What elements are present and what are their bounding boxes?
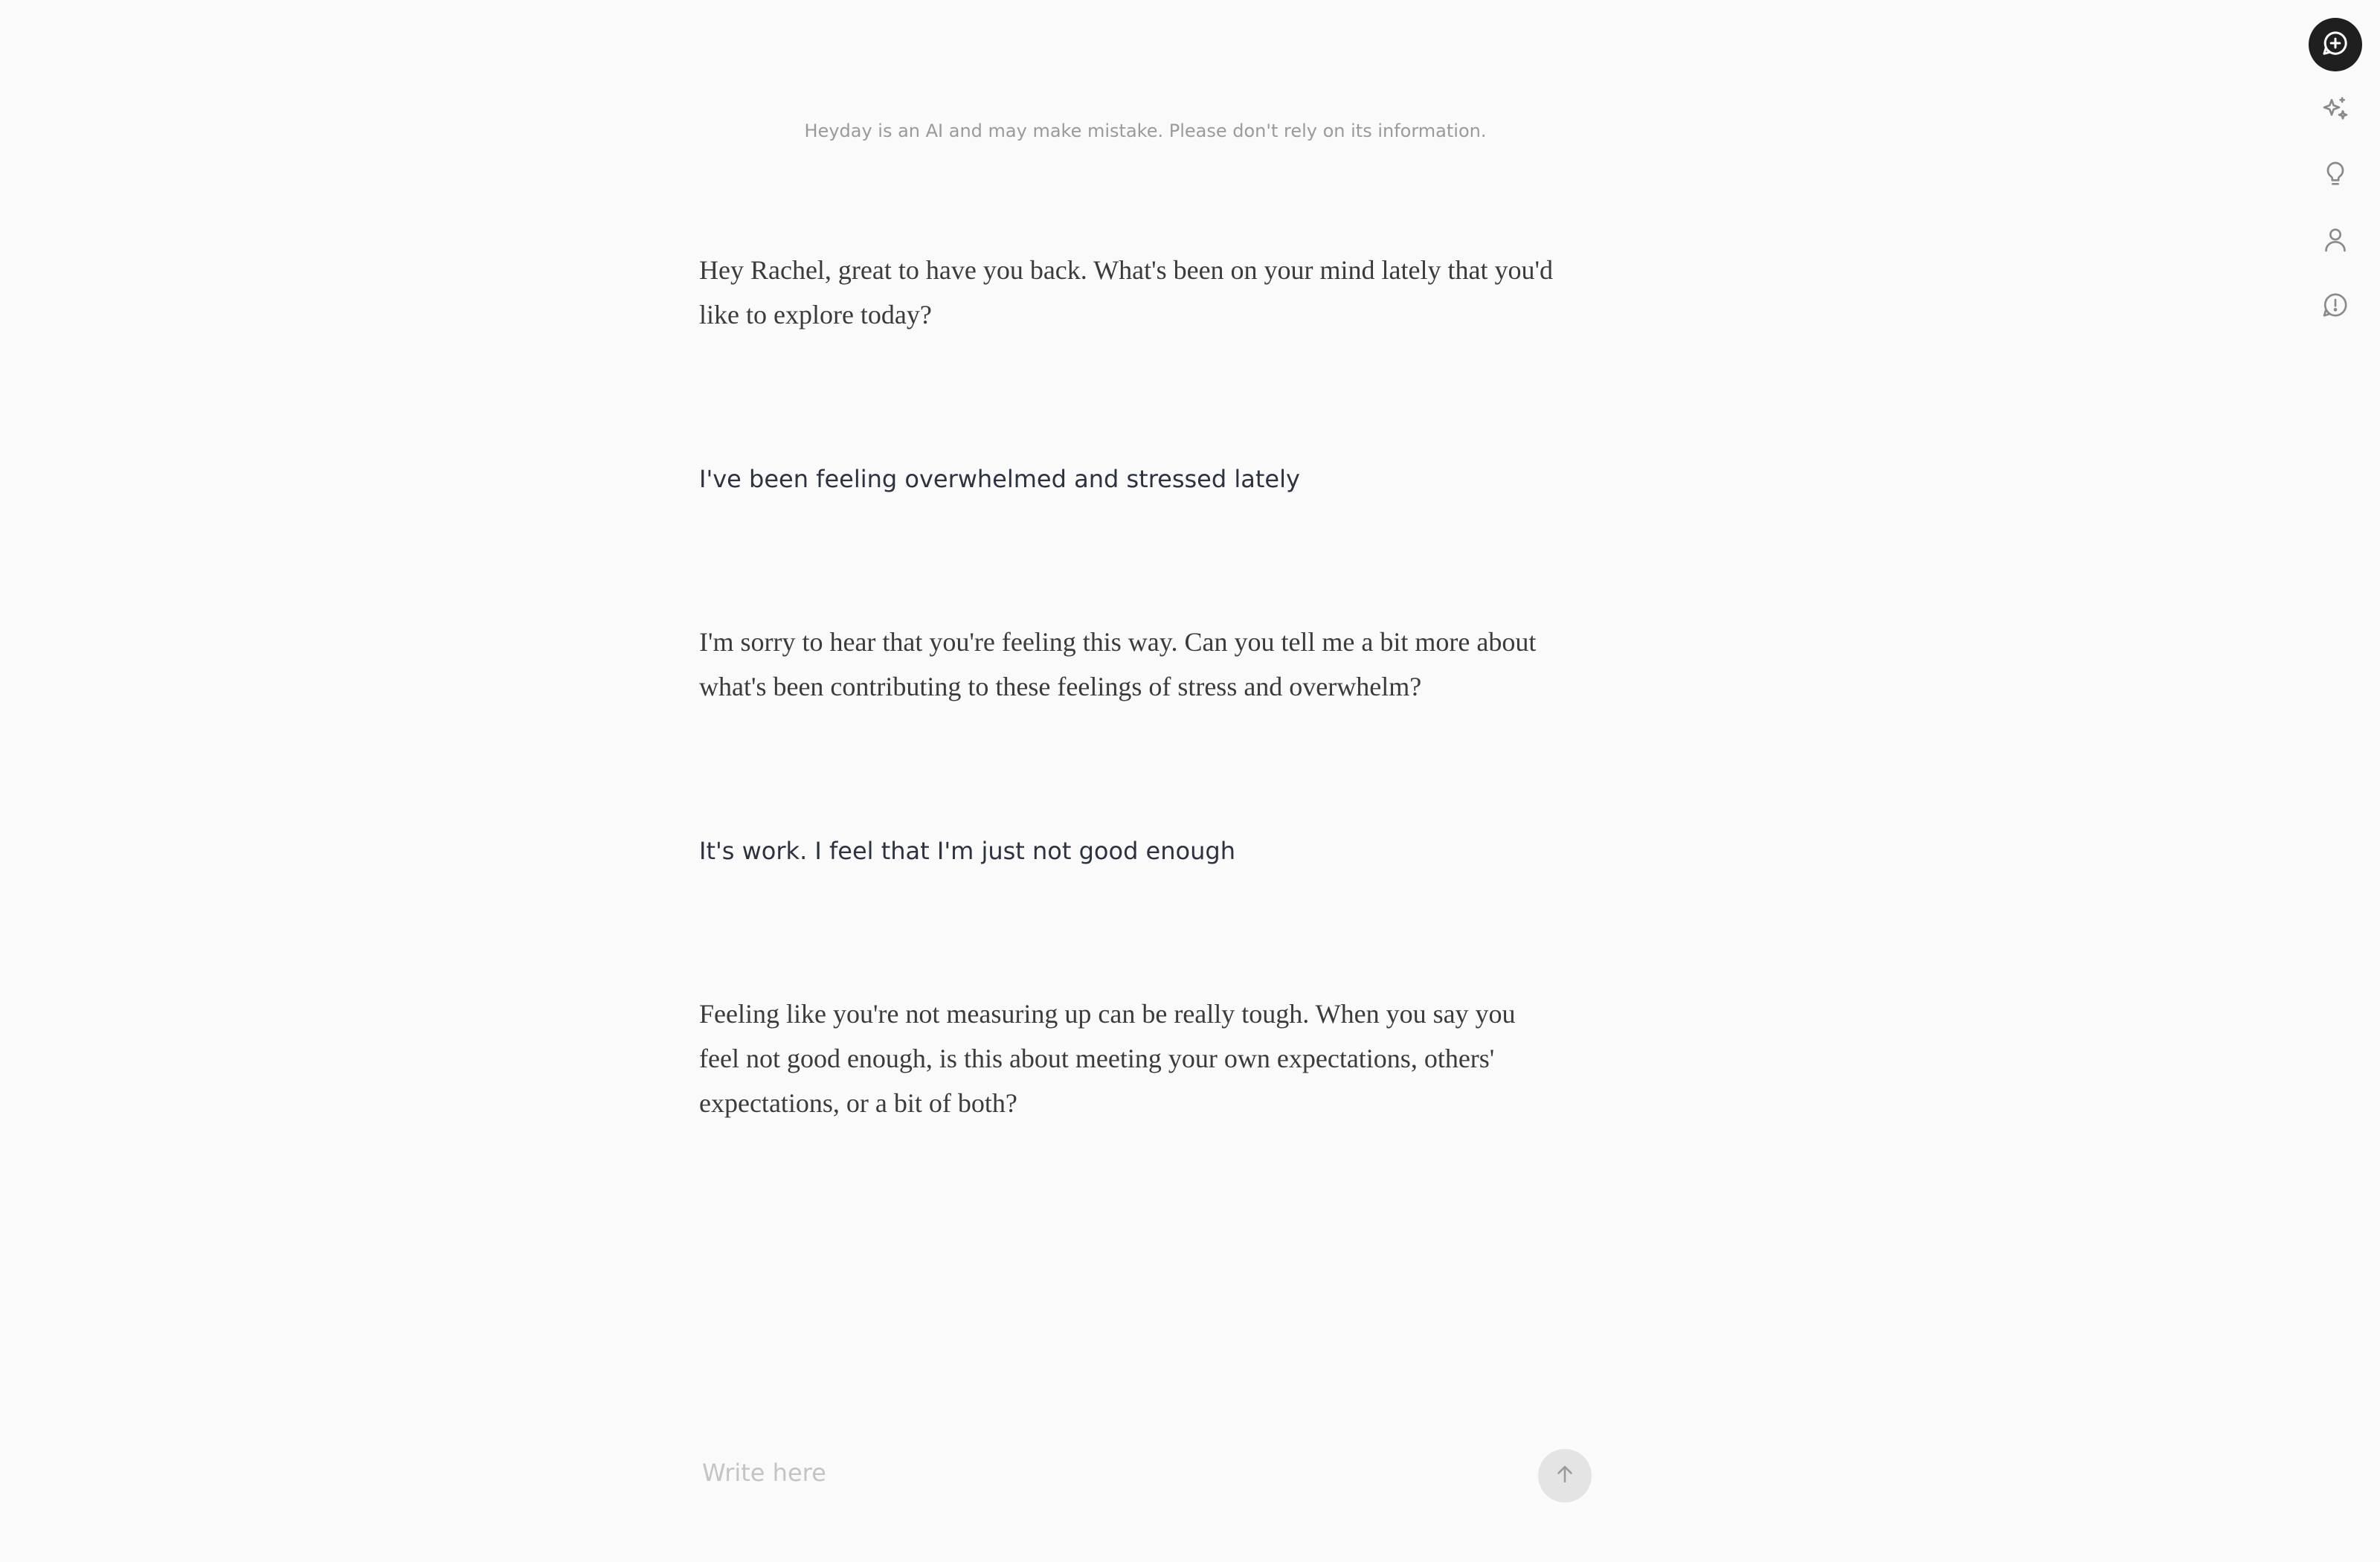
feedback-button[interactable] (2309, 280, 2362, 333)
message-composer (699, 1443, 1592, 1511)
user-message: I've been feeling overwhelmed and stressed lately (699, 465, 1300, 493)
ai-message: I'm sorry to hear that you're feeling this way. Can you tell me a bit more about what's been contributing to these feelings of stress and overwhelm? (699, 627, 1537, 701)
ai-message: Feeling like you're not measuring up can be really tough. When you say you feel not good enough, is this about meeting your own expectations, others' expectations, or a bit of both? (699, 999, 1516, 1118)
insights-button[interactable] (2309, 149, 2362, 202)
ai-disclaimer: Heyday is an AI and may make mistake. Please don't rely on its information. (804, 120, 1487, 141)
new-chat-icon (2320, 28, 2350, 62)
sparkles-button[interactable] (2309, 83, 2362, 137)
lightbulb-icon (2320, 159, 2350, 193)
new-chat-button[interactable] (2309, 18, 2362, 71)
profile-button[interactable] (2309, 214, 2362, 268)
send-button[interactable] (1538, 1449, 1592, 1502)
feedback-icon (2320, 290, 2350, 324)
message-input[interactable] (699, 1450, 1523, 1495)
user-message: It's work. I feel that I'm just not good enough (699, 837, 1235, 865)
user-icon (2320, 225, 2350, 258)
ai-message: Hey Rachel, great to have you back. What's been on your mind lately that you'd like to explore today? (699, 255, 1553, 330)
arrow-up-icon (1552, 1462, 1577, 1491)
sparkles-icon (2320, 94, 2350, 127)
